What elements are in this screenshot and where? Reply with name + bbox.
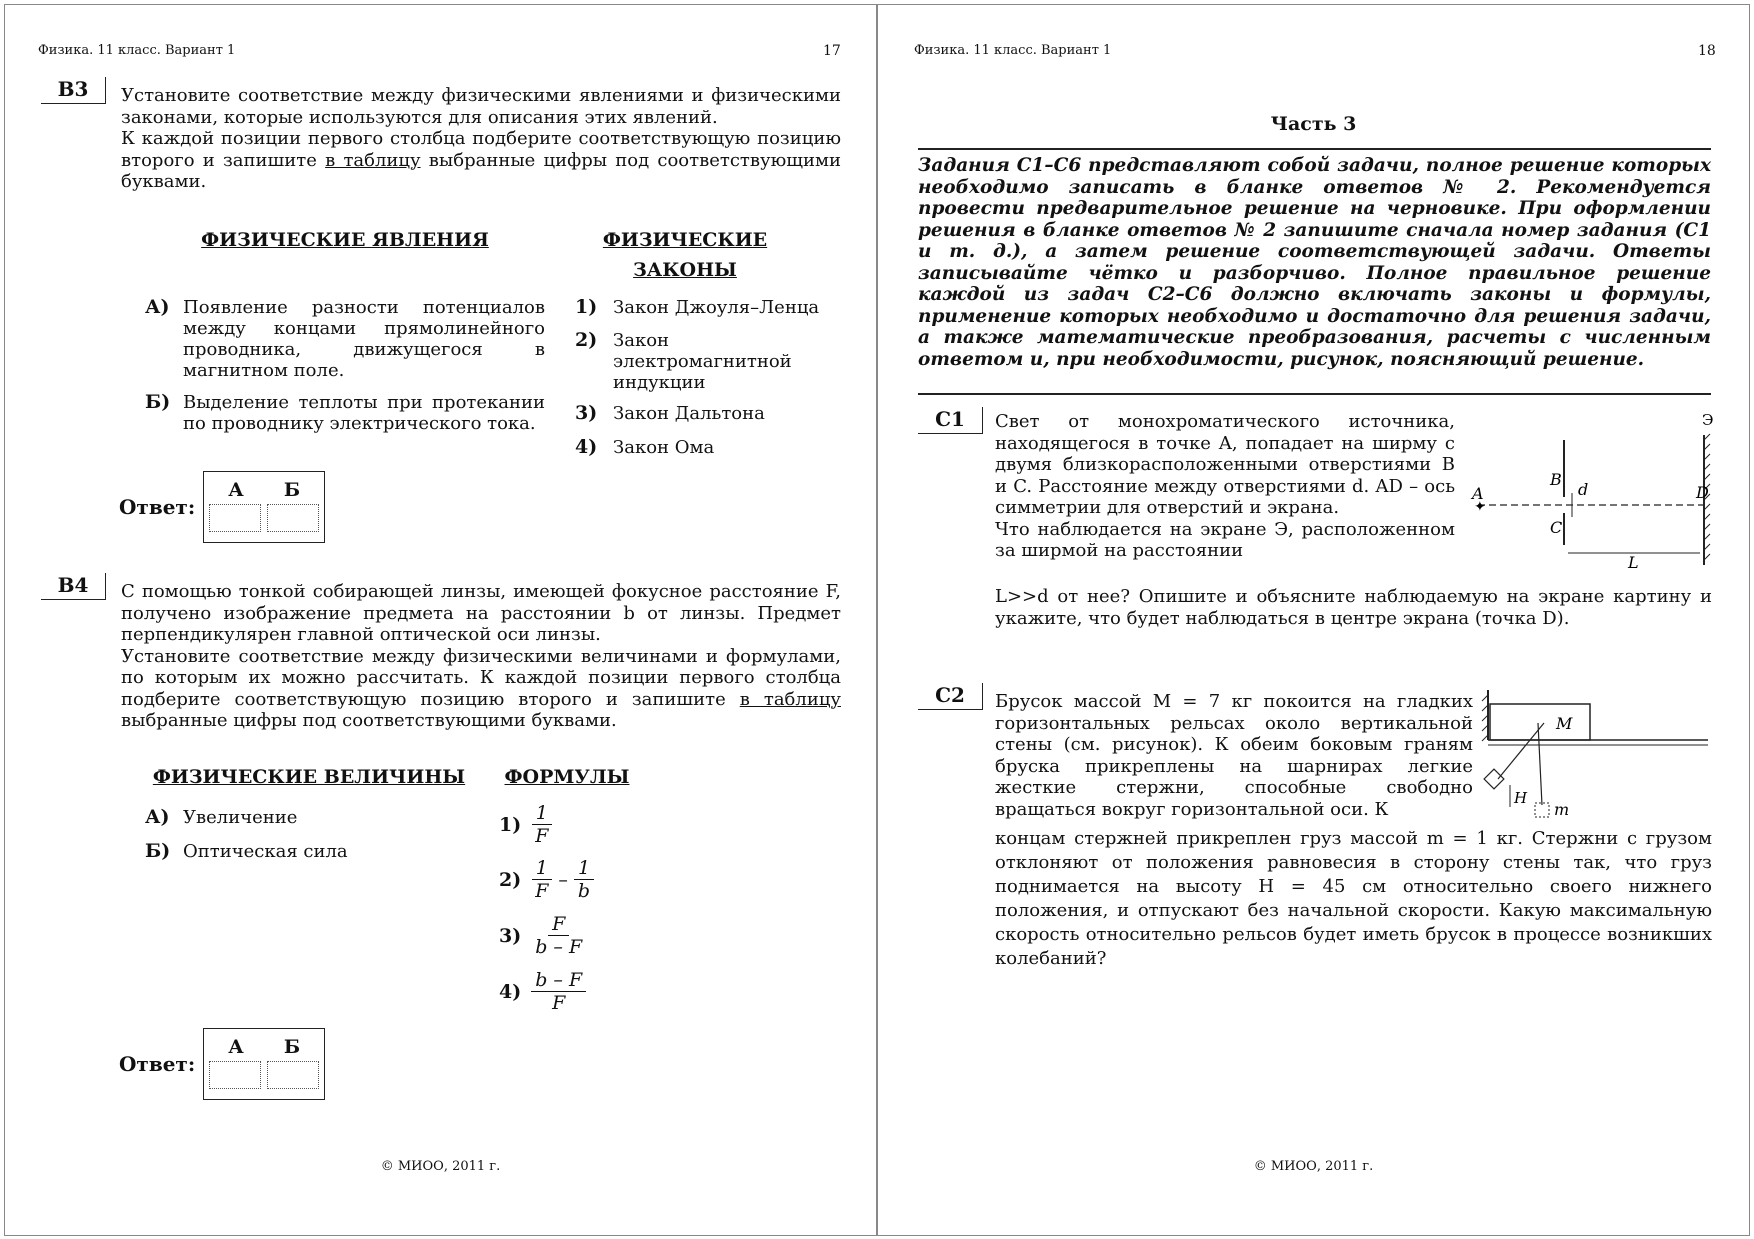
c2-diagram: [1478, 685, 1718, 825]
right-page: [877, 4, 1750, 1236]
c1-diagram: [1458, 405, 1718, 575]
quantity-a: А) Увеличение: [145, 806, 298, 828]
law-1: 1) Закон Джоуля–Ленца: [575, 296, 820, 318]
task-tag-b3: В3: [41, 77, 106, 104]
c2-text: Брусок массой M = 7 кг покоится на гладких горизонтальных рельсах около вертикальной стены (см. рисунок). К обеим боковым граням бруска прикреплены на шарнирах легкие жесткие стержни, способные свободно вращаться вокруг горизонтальной оси. К: [995, 691, 1473, 820]
formula-3: 3) $\frac{F}{b - F}$: [499, 913, 583, 958]
phenomenon-b: Б) Выделение теплоты при протекании по проводнику электрического тока.: [145, 391, 545, 434]
page-header: Физика. 11 класс. Вариант 1: [38, 43, 236, 58]
svg-text:✦: ✦: [1474, 499, 1486, 515]
answer-table: А Б: [203, 1028, 325, 1100]
table-link: в таблицу: [325, 149, 421, 171]
table-link: в таблицу: [739, 688, 841, 710]
c1-text-cont: L>>d от нее? Опишите и объясните наблюдаемую на экране картину и укажите, что будет наблюдаться в центре экрана (точка D).: [995, 586, 1712, 629]
answer-cell-b[interactable]: [267, 1061, 319, 1089]
law-4: 4) Закон Ома: [575, 436, 715, 458]
svg-text:Э: Э: [1702, 411, 1714, 429]
b3-answer: Ответ: А Б: [119, 471, 325, 543]
col-header-laws: ФИЗИЧЕСКИЕ ЗАКОНЫ: [602, 229, 768, 281]
page-number: 17: [823, 43, 841, 59]
col-header-formulas: ФОРМУЛЫ: [504, 766, 630, 788]
page-number: 18: [1698, 43, 1716, 59]
svg-text:M: M: [1556, 714, 1573, 733]
svg-text:L: L: [1628, 553, 1639, 572]
answer-cell-b[interactable]: [267, 504, 319, 532]
svg-text:H: H: [1514, 789, 1528, 807]
svg-text:D: D: [1696, 483, 1709, 502]
c1-text: Свет от монохроматического источника, находящегося в точке A, попадает на ширму с двумя близкорасположенными отверстиями B и C. Расстояние между отверстиями d. AD – ось симметрии для отверстий и экрана. Что наблюдается на экране Э, расположенном за ширмой на расстоянии: [995, 411, 1455, 561]
answer-cell-a[interactable]: [209, 504, 261, 532]
left-page: [4, 4, 877, 1236]
task-tag-c1: С1: [918, 407, 983, 434]
svg-text:d: d: [1578, 480, 1589, 499]
b4-intro-2: Установите соответствие между физическими величинами и формулами, по которым их можно рассчитать. К каждой позиции первого столбца подберите соответствующую позицию второго и запишите в таблицу выбранные цифры под соответствующими буквами.: [121, 645, 841, 731]
divider: [918, 148, 1711, 150]
quantity-b: Б) Оптическая сила: [145, 840, 348, 862]
phenomenon-a: А) Появление разности потенциалов между концами прямолинейного проводника, движущегося в магнитном поле.: [145, 296, 545, 381]
svg-text:m: m: [1554, 800, 1570, 819]
b3-intro-2: К каждой позиции первого столбца подберите соответствующую позицию второго и запишите в таблицу выбранные цифры под соответствующими буквами.: [121, 128, 842, 192]
page-header: Физика. 11 класс. Вариант 1: [914, 43, 1112, 58]
col-header-quantities: ФИЗИЧЕСКИЕ ВЕЛИЧИНЫ: [152, 766, 466, 788]
b3-intro: [121, 85, 841, 193]
b4-intro-1: С помощью тонкой собирающей линзы, имеющей фокусное расстояние F, получено изображение предмета на расстоянии b от линзы. Предмет перпендикулярен главной оптической оси линзы.: [121, 581, 841, 645]
task-tag-c2: С2: [918, 683, 983, 710]
formula-1: 1) $\frac{1}{F}$: [499, 802, 552, 847]
page-footer: © МИОО, 2011 г.: [1253, 1159, 1374, 1174]
c2-text-cont: концам стержней прикреплен груз массой m = 1 кг. Стержни с грузом отклоняют от положения равновесия в сторону стены так, что груз поднимается на высоту H = 45 см относительно своего нижнего положения, и отпускают без начальной скорости. Какую максимальную скорость относительно рельсов будет иметь брусок в процессе возникших колебаний?: [995, 828, 1712, 969]
b4-answer: Ответ: А Б: [119, 1028, 325, 1100]
task-tag-b4: В4: [41, 573, 106, 600]
divider: [918, 393, 1711, 395]
formula-4: 4) $\frac{b - F}{F}$: [499, 969, 586, 1014]
answer-table: А Б: [203, 471, 325, 543]
part-instructions: Задания С1–С6 представляют собой задачи, полное решение которых необходимо записать в бланке ответов № 2. Рекомендуется провести предварительное решение на черновике. При оформлении решения в бланке ответов № 2 запишите сначала номер задания (С1 и т. д.), а затем решение соответствующей задачи. Ответы записывайте чётко и разборчиво. Полное правильное решение каждой из задач С2–С6 должно включать законы и формулы, применение которых необходимо и достаточно для решения задачи, а также математические преобразования, расчеты с численным ответом и, при необходимости, рисунок, поясняющий решение.: [918, 155, 1711, 370]
svg-text:C: C: [1550, 518, 1563, 537]
b3-intro-1: Установите соответствие между физическими явлениями и физическими законами, которые используются для описания этих явлений.: [121, 85, 841, 128]
formula-2: 2) $\frac{1}{F}$ – $\frac{1}{b}$: [499, 857, 594, 902]
answer-cell-a[interactable]: [209, 1061, 261, 1089]
svg-text:B: B: [1550, 470, 1562, 489]
svg-text:A: A: [1472, 484, 1484, 503]
law-3: 3) Закон Дальтона: [575, 402, 765, 424]
law-2: 2) Закон электромагнитной индукции: [575, 329, 792, 393]
part-title: Часть 3: [1270, 113, 1357, 135]
page-footer: © МИОО, 2011 г.: [380, 1159, 501, 1174]
b4-intro: [121, 581, 841, 732]
col-header-phenomena: ФИЗИЧЕСКИЕ ЯВЛЕНИЯ: [201, 229, 489, 251]
